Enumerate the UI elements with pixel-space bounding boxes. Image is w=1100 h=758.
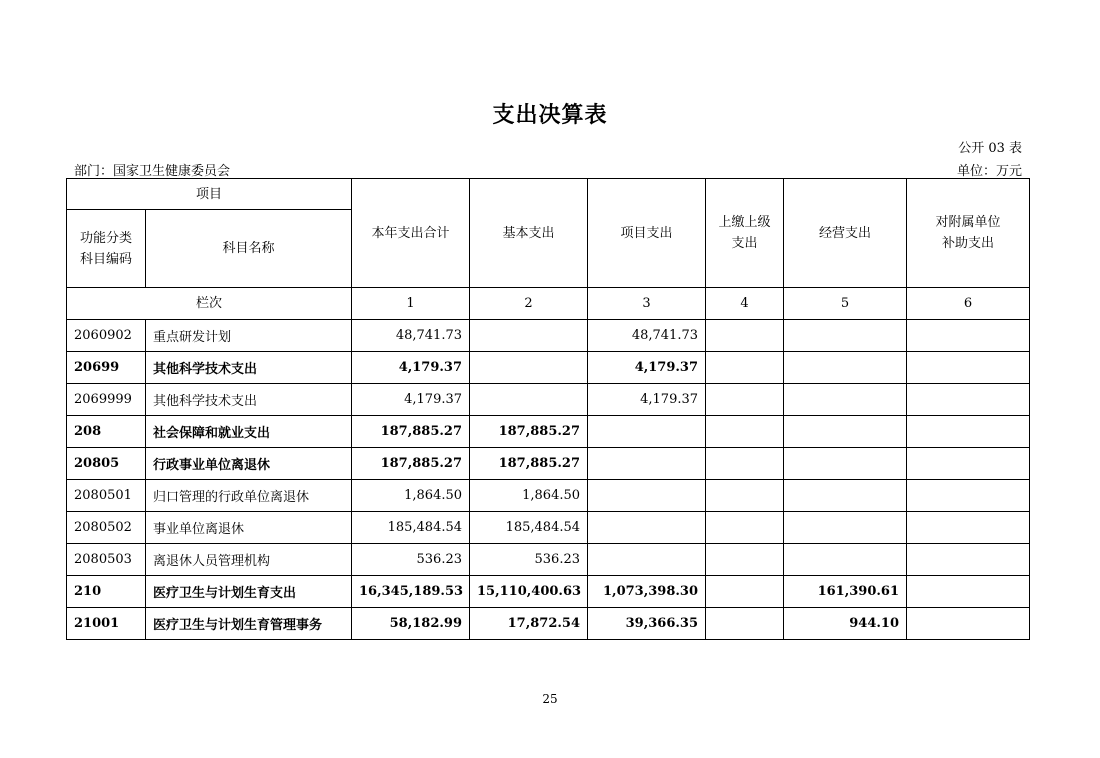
subject-code: 21001 — [67, 608, 146, 640]
amount-cell — [907, 480, 1030, 512]
amount-cell — [706, 608, 784, 640]
amount-cell: 58,182.99 — [352, 608, 470, 640]
table-number: 公开 03 表 — [958, 141, 1022, 156]
amount-cell — [588, 448, 706, 480]
subject-name: 事业单位离退休 — [146, 512, 352, 544]
subject-name: 社会保障和就业支出 — [146, 416, 352, 448]
column-number: 4 — [706, 288, 784, 320]
amount-cell: 187,885.27 — [352, 416, 470, 448]
amount-cell: 185,484.54 — [352, 512, 470, 544]
amount-cell: 39,366.35 — [588, 608, 706, 640]
amount-cell: 1,073,398.30 — [588, 576, 706, 608]
amount-cell: 944.10 — [784, 608, 907, 640]
amount-cell: 4,179.37 — [352, 352, 470, 384]
subject-code: 2080501 — [67, 480, 146, 512]
amount-cell — [784, 320, 907, 352]
amount-cell — [706, 320, 784, 352]
table-row — [67, 448, 1030, 480]
amount-cell: 185,484.54 — [470, 512, 588, 544]
subject-name: 医疗卫生与计划生育支出 — [146, 576, 352, 608]
amount-cell — [907, 576, 1030, 608]
amount-cell — [907, 512, 1030, 544]
column-number: 1 — [352, 288, 470, 320]
subject-code: 208 — [67, 416, 146, 448]
amount-cell — [784, 480, 907, 512]
amount-cell: 15,110,400.63 — [470, 576, 588, 608]
subject-name: 重点研发计划 — [146, 320, 352, 352]
amount-cell — [907, 384, 1030, 416]
amount-cell — [706, 352, 784, 384]
amount-cell — [907, 448, 1030, 480]
subject-name: 归口管理的行政单位离退休 — [146, 480, 352, 512]
amount-cell — [706, 448, 784, 480]
column-header: 经营支出 — [784, 179, 907, 288]
column-number: 3 — [588, 288, 706, 320]
amount-cell — [706, 480, 784, 512]
amount-cell — [907, 544, 1030, 576]
column-header: 基本支出 — [470, 179, 588, 288]
amount-cell: 187,885.27 — [470, 448, 588, 480]
amount-cell — [907, 416, 1030, 448]
column-header: 对附属单位 补助支出 — [907, 179, 1030, 288]
amount-cell — [706, 576, 784, 608]
subject-code: 20699 — [67, 352, 146, 384]
column-number: 6 — [907, 288, 1030, 320]
amount-cell — [706, 544, 784, 576]
column-header: 项目支出 — [588, 179, 706, 288]
amount-cell — [706, 384, 784, 416]
amount-cell — [588, 480, 706, 512]
amount-cell: 536.23 — [352, 544, 470, 576]
table-row — [67, 480, 1030, 512]
amount-cell — [706, 512, 784, 544]
amount-cell: 48,741.73 — [588, 320, 706, 352]
page-number: 25 — [542, 692, 558, 706]
amount-cell — [784, 512, 907, 544]
subject-code: 20805 — [67, 448, 146, 480]
column-header: 本年支出合计 — [352, 179, 470, 288]
amount-cell: 16,345,189.53 — [352, 576, 470, 608]
amount-cell: 4,179.37 — [352, 384, 470, 416]
item-header: 项目 — [67, 179, 352, 210]
amount-cell: 48,741.73 — [352, 320, 470, 352]
amount-cell — [470, 384, 588, 416]
subject-code: 2080503 — [67, 544, 146, 576]
table-row — [67, 320, 1030, 352]
subject-name: 其他科学技术支出 — [146, 352, 352, 384]
amount-cell: 4,179.37 — [588, 384, 706, 416]
amount-cell — [784, 384, 907, 416]
amount-cell — [907, 608, 1030, 640]
subject-name-header: 科目名称 — [146, 210, 352, 288]
table-row — [67, 576, 1030, 608]
amount-cell — [784, 544, 907, 576]
amount-cell — [706, 416, 784, 448]
func-code-header: 功能分类 科目编码 — [67, 210, 146, 288]
amount-cell — [907, 352, 1030, 384]
amount-cell — [588, 512, 706, 544]
amount-cell: 187,885.27 — [470, 416, 588, 448]
amount-cell: 1,864.50 — [470, 480, 588, 512]
column-header: 上缴上级 支出 — [706, 179, 784, 288]
department-label: 部门：国家卫生健康委员会 — [74, 164, 231, 179]
table-row — [67, 512, 1030, 544]
column-number: 2 — [470, 288, 588, 320]
table-row — [67, 608, 1030, 640]
amount-cell — [470, 320, 588, 352]
table-row — [67, 352, 1030, 384]
amount-cell — [784, 448, 907, 480]
table-row — [67, 544, 1030, 576]
amount-cell: 4,179.37 — [588, 352, 706, 384]
amount-cell — [470, 352, 588, 384]
amount-cell: 1,864.50 — [352, 480, 470, 512]
amount-cell: 536.23 — [470, 544, 588, 576]
subject-code: 2069999 — [67, 384, 146, 416]
amount-cell — [588, 416, 706, 448]
amount-cell: 187,885.27 — [352, 448, 470, 480]
amount-cell: 17,872.54 — [470, 608, 588, 640]
amount-cell — [588, 544, 706, 576]
subject-code: 2060902 — [67, 320, 146, 352]
table-row — [67, 384, 1030, 416]
subject-name: 行政事业单位离退休 — [146, 448, 352, 480]
subject-code: 2080502 — [67, 512, 146, 544]
amount-cell — [907, 320, 1030, 352]
table-row — [67, 416, 1030, 448]
row-label-header: 栏次 — [67, 288, 352, 320]
unit-label: 单位：万元 — [956, 164, 1022, 179]
subject-name: 其他科学技术支出 — [146, 384, 352, 416]
amount-cell — [784, 352, 907, 384]
page-title: 支出决算表 — [492, 103, 608, 128]
amount-cell: 161,390.61 — [784, 576, 907, 608]
amount-cell — [784, 416, 907, 448]
expenditure-table — [66, 178, 1030, 640]
subject-code: 210 — [67, 576, 146, 608]
subject-name: 医疗卫生与计划生育管理事务 — [146, 608, 352, 640]
column-number: 5 — [784, 288, 907, 320]
subject-name: 离退休人员管理机构 — [146, 544, 352, 576]
